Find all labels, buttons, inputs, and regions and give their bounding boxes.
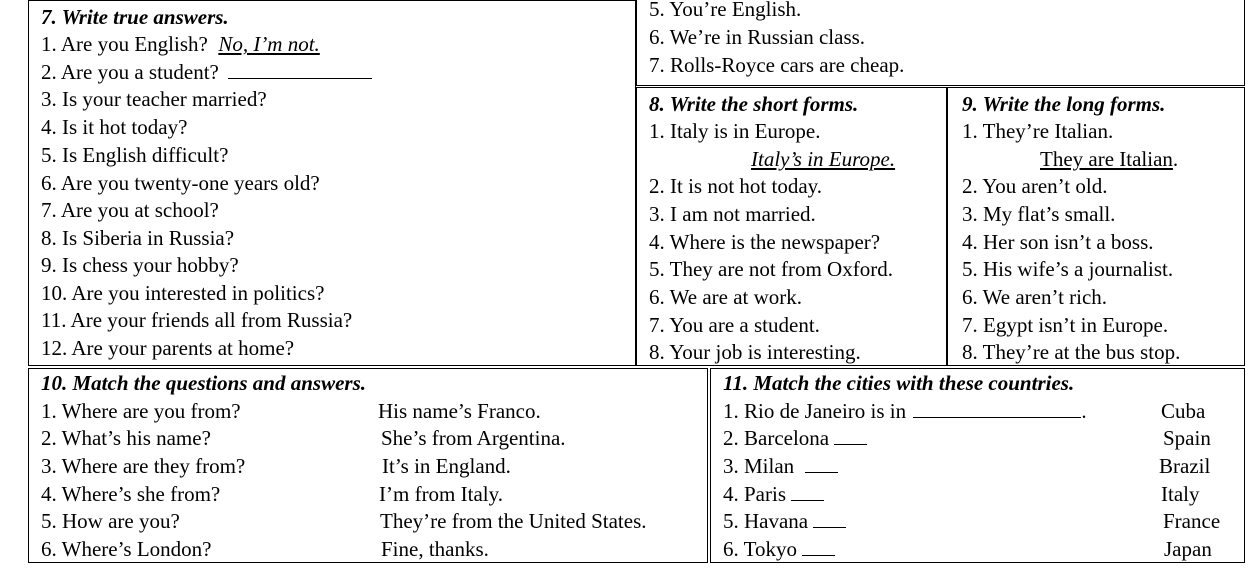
exercise-8-item: 1. Italy is in Europe. (649, 119, 821, 143)
exercise-8-item: 6. We are at work. (649, 285, 803, 309)
exercise-10-question: 3. Where are they from? (41, 454, 246, 478)
exercise-9-item: 8. They’re at the bus stop. (962, 340, 1181, 364)
exercise-8-item: 7. You are a student. (649, 313, 820, 337)
exercise-11-country: Cuba (1161, 399, 1206, 423)
exercise-11-city (723, 398, 1087, 424)
exercise-11-country: Italy (1161, 482, 1200, 506)
exercise-8-box (636, 87, 947, 366)
exercise-11-city-text: 6. Tokyo (723, 537, 797, 561)
exercise-7-question: 9. Is chess your hobby? (41, 253, 239, 277)
exercise-9-example-answer-text: They are Italian (1040, 147, 1173, 171)
exercise-10-answer: I’m from Italy. (379, 482, 504, 506)
exercise-7-question (41, 59, 372, 85)
exercise-7-question: 6. Are you twenty-one years old? (41, 171, 320, 195)
exercise-10-answer: They’re from the United States. (380, 509, 647, 533)
exercise-11-country: Japan (1164, 537, 1212, 561)
exercise-10-question: 2. What’s his name? (41, 426, 211, 450)
exercise-8-example-answer: Italy’s in Europe. (751, 147, 896, 171)
exercise-10-answer: She’s from Argentina. (381, 426, 566, 450)
exercise-8-item: 5. They are not from Oxford. (649, 257, 893, 281)
exercise-11-city (723, 453, 838, 479)
answer-blank[interactable] (813, 509, 846, 528)
exercise-9-example-answer (1040, 146, 1178, 172)
exercise-7-question: 12. Are your parents at home? (41, 336, 295, 360)
continuation-line: 5. You’re English. (649, 0, 802, 21)
exercise-10-answer: His name’s Franco. (378, 399, 541, 423)
answer-blank[interactable] (834, 426, 867, 445)
exercise-10-question: 4. Where’s she from? (41, 482, 221, 506)
exercise-7-question: 7. Are you at school? (41, 198, 219, 222)
answer-blank[interactable] (791, 482, 824, 501)
exercise-10-question: 1. Where are you from? (41, 399, 241, 423)
exercise-11-city (723, 481, 824, 507)
exercise-7-question: 5. Is English difficult? (41, 143, 229, 167)
exercise-9-item: 5. His wife’s a journalist. (962, 257, 1174, 281)
exercise-11-city-text: 3. Milan (723, 454, 795, 478)
exercise-8-item: 8. Your job is interesting. (649, 340, 861, 364)
exercise-10-question: 6. Where’s London? (41, 537, 212, 561)
exercise-9-example-period: . (1172, 147, 1179, 171)
answer-blank[interactable] (913, 399, 1081, 418)
exercise-11-city (723, 425, 867, 451)
exercise-11-city-text: 2. Barcelona (723, 426, 830, 450)
exercise-11-box (710, 368, 1245, 563)
exercise-11-country: Brazil (1159, 454, 1211, 478)
exercise-10-box (28, 368, 708, 563)
exercise-7-question: 11. Are your friends all from Russia? (41, 308, 353, 332)
exercise-11-city (723, 508, 846, 534)
continuation-line: 6. We’re in Russian class. (649, 25, 866, 49)
exercise-11-city-text: 4. Paris (723, 482, 786, 506)
exercise-9-item: 4. Her son isn’t a boss. (962, 230, 1154, 254)
exercise-7-box (28, 0, 636, 366)
exercise-11-city-period: . (1081, 399, 1087, 423)
exercise-11-country: Spain (1163, 426, 1211, 450)
exercise-9-item: 1. They’re Italian. (962, 119, 1114, 143)
exercise-10-title: 10. Match the questions and answers. (41, 371, 366, 395)
continuation-line: 7. Rolls-Royce cars are cheap. (649, 53, 905, 77)
exercise-11-country: France (1163, 509, 1221, 533)
exercise-8-item: 3. I am not married. (649, 202, 816, 226)
exercise-7-question-text: 2. Are you a student? (41, 60, 219, 84)
exercise-10-question: 5. How are you? (41, 509, 180, 533)
exercise-9-item: 6. We aren’t rich. (962, 285, 1108, 309)
answer-blank[interactable] (802, 537, 835, 556)
exercise-8-item: 2. It is not hot today. (649, 174, 823, 198)
top-right-continuation-box (636, 0, 1245, 86)
exercise-11-title: 11. Match the cities with these countries. (723, 371, 1075, 395)
exercise-8-item: 4. Where is the newspaper? (649, 230, 881, 254)
exercise-7-question: 3. Is your teacher married? (41, 87, 267, 111)
exercise-9-item: 3. My flat’s small. (962, 202, 1116, 226)
exercise-7-question (41, 31, 320, 57)
exercise-8-title: 8. Write the short forms. (649, 92, 859, 116)
exercise-10-answer: It’s in England. (382, 454, 511, 478)
exercise-7-question-text: 1. Are you English? (41, 32, 208, 56)
exercise-7-title: 7. Write true answers. (41, 5, 229, 29)
exercise-9-item: 7. Egypt isn’t in Europe. (962, 313, 1169, 337)
exercise-7-question: 8. Is Siberia in Russia? (41, 226, 235, 250)
exercise-9-title: 9. Write the long forms. (962, 92, 1166, 116)
exercise-11-city-text: 5. Havana (723, 509, 809, 533)
exercise-9-box (947, 87, 1245, 366)
exercise-11-city-text: 1. Rio de Janeiro is in (723, 399, 907, 423)
answer-blank[interactable] (805, 454, 838, 473)
exercise-11-city (723, 536, 835, 562)
exercise-7-question: 10. Are you interested in politics? (41, 281, 325, 305)
exercise-7-example-answer: No, I’m not. (218, 32, 320, 56)
exercise-10-answer: Fine, thanks. (381, 537, 489, 561)
exercise-7-question: 4. Is it hot today? (41, 115, 188, 139)
answer-blank[interactable] (228, 60, 372, 79)
exercise-9-item: 2. You aren’t old. (962, 174, 1108, 198)
